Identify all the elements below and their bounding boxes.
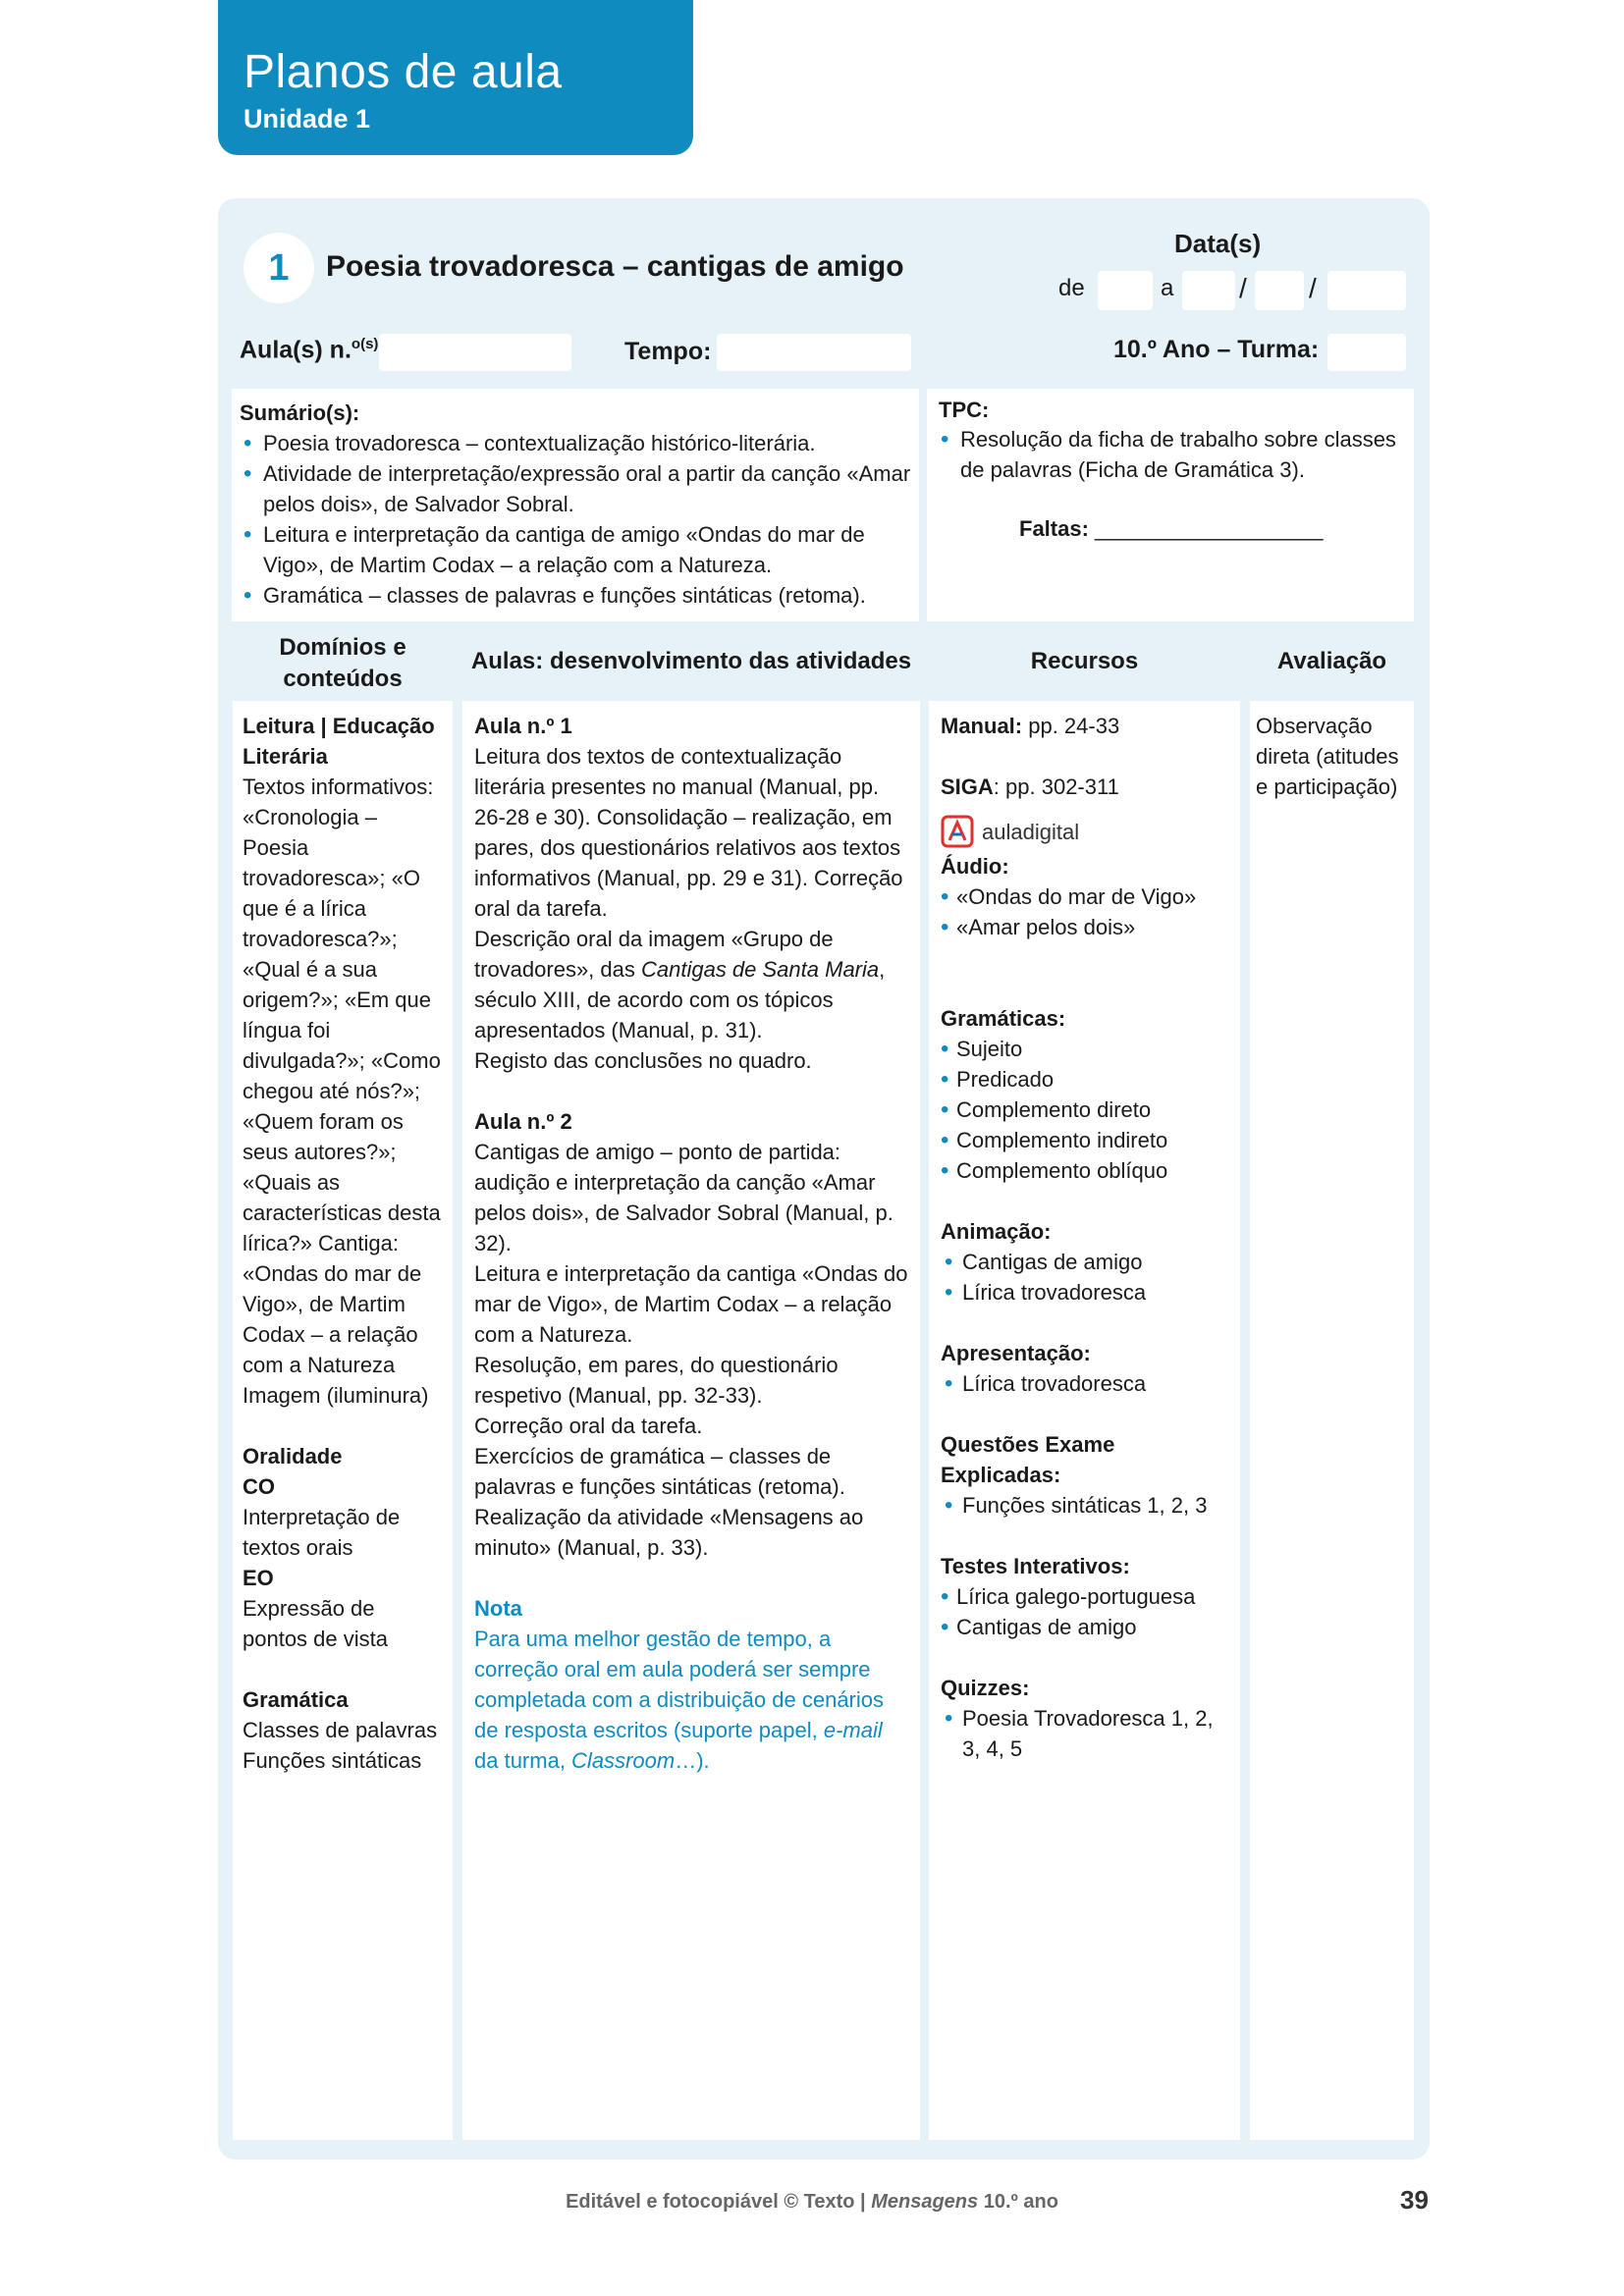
list-item: • Predicado (941, 1064, 1228, 1095)
audio-list (941, 881, 1228, 942)
list-item: • Cantigas de amigo (941, 1247, 1228, 1277)
dominios-column (233, 701, 453, 2140)
list-item: • Gramática – classes de palavras e funções sintáticas (retoma). (240, 580, 917, 611)
oralidade-heading: Oralidade (243, 1444, 343, 1468)
date-day-field[interactable] (1182, 271, 1235, 310)
list-item: • Complemento indireto (941, 1125, 1228, 1155)
list-item: • «Amar pelos dois» (941, 912, 1228, 942)
recursos-column (929, 701, 1240, 2140)
tpc-heading: TPC: (939, 398, 990, 422)
date-year-field[interactable] (1327, 271, 1406, 310)
header-title: Planos de aula (244, 46, 563, 98)
gramatica-item: Funções sintáticas (243, 1748, 422, 1773)
list-item: • Funções sintáticas 1, 2, 3 (941, 1490, 1228, 1521)
lesson-number: 1 (244, 233, 314, 303)
turma-field[interactable] (1327, 334, 1406, 371)
audio-heading: Áudio: (941, 854, 1009, 879)
header-banner (218, 0, 693, 155)
testes-list (941, 1581, 1228, 1642)
animacao-heading: Animação: (941, 1219, 1052, 1244)
aula2-heading: Aula n.º 2 (474, 1109, 572, 1134)
apresentacao-list (941, 1368, 1228, 1399)
footer-copyright: Editável e fotocopiável © Texto | Mensagens 10.º ano (566, 2191, 1058, 2213)
quizzes-heading: Quizzes: (941, 1676, 1030, 1700)
header-aulas: Aulas: desenvolvimento das atividades (470, 648, 912, 674)
lesson-title: Poesia trovadoresca – cantigas de amigo (326, 250, 904, 283)
list-item: • Lírica trovadoresca (941, 1368, 1228, 1399)
list-item: • Lírica trovadoresca (941, 1277, 1228, 1308)
header-recursos: Recursos (1030, 648, 1139, 674)
list-item: • Lírica galego-portuguesa (941, 1581, 1228, 1612)
auladigital-wordmark: auladigital (982, 819, 1080, 844)
date-from-field[interactable] (1098, 271, 1153, 310)
aula1-description: Descrição oral da imagem «Grupo de trovadores», das Cantigas de Santa Maria, século XIII, de acordo com os tópicos apresentados (Manual, p. 31). (474, 927, 886, 1042)
date-separator: / (1309, 273, 1317, 303)
tempo-field[interactable] (717, 334, 911, 371)
list-item: • Atividade de interpretação/expressão oral a partir da canção «Amar pelos dois», de Salvador Sobral. (240, 458, 917, 519)
aula1-text: Leitura dos textos de contextualização literária presentes no manual (Manual, pp. 26-28 e 30). Consolidação – realização, em pares, dos questionários relativos aos textos informativos (Manual, pp. 29 e 31). Correção oral da tarefa. (474, 744, 903, 921)
list-item: • Poesia Trovadoresca 1, 2, 3, 4, 5 (941, 1703, 1228, 1764)
aula2-text: Cantigas de amigo – ponto de partida: audição e interpretação da canção «Amar pelos dois», de Salvador Sobral (Manual, p. 32). (474, 1140, 893, 1255)
aula2-text: Exercícios de gramática – classes de palavras e funções sintáticas (retoma). (474, 1444, 845, 1499)
header-avaliacao: Avaliação (1276, 648, 1387, 674)
questoes-list (941, 1490, 1228, 1521)
co-contents: Interpretação de textos orais (243, 1505, 401, 1560)
gramaticas-heading: Gramáticas: (941, 1006, 1066, 1031)
sumario-box (232, 389, 919, 621)
leitura-contents: Textos informativos: «Cronologia – Poesia trovadoresca»; «O que é a lírica trovadoresca?»; «Qual é a sua origem?»; «Em que língua foi divulgada?»; «Como chegou até nós?»; «Quem foram os seus autores?»; «Quais as características desta lírica?» Cantiga: «Ondas do mar de Vigo», de Martim Codax – a relação com a Natureza Imagem (iluminura) (243, 774, 441, 1408)
sumario-list (240, 428, 917, 611)
tpc-box (927, 389, 1414, 621)
aula2-text: Correção oral da tarefa. (474, 1414, 703, 1438)
eo-heading: EO (243, 1566, 274, 1590)
nota-heading: Nota (474, 1596, 522, 1621)
list-item: • Complemento direto (941, 1095, 1228, 1125)
list-item: • Cantigas de amigo (941, 1612, 1228, 1642)
list-item: • Leitura e interpretação da cantiga de amigo «Ondas do mar de Vigo», de Martim Codax – a relação com a Natureza. (240, 519, 917, 580)
aula1-register: Registo das conclusões no quadro. (474, 1048, 812, 1073)
questoes-heading: Questões Exame Explicadas: (941, 1432, 1115, 1487)
nota-text: Para uma melhor gestão de tempo, a correção oral em aula poderá ser sempre completada com a distribuição de cenários de resposta escritos (suporte papel, e-mail da turma, Classroom…). (474, 1627, 885, 1773)
ano-turma-label: 10.º Ano – Turma: (1113, 336, 1320, 363)
auladigital-logo (941, 812, 1228, 851)
aula2-text: Leitura e interpretação da cantiga «Ondas do mar de Vigo», de Martim Codax – a relação com a Natureza. (474, 1261, 908, 1347)
date-from-label: de (1058, 275, 1085, 301)
animacao-list (941, 1247, 1228, 1308)
date-separator: / (1239, 273, 1247, 303)
gramatica-item: Classes de palavras (243, 1718, 438, 1742)
list-item: • Poesia trovadoresca – contextualização histórico-literária. (240, 428, 917, 458)
gramatica-heading: Gramática (243, 1687, 349, 1712)
testes-heading: Testes Interativos: (941, 1554, 1130, 1578)
aulas-label: Aula(s) n.$^{o(s)}$ (240, 336, 379, 364)
sumario-heading: Sumário(s): (240, 400, 360, 425)
date-to-label: a (1161, 275, 1174, 301)
header-dominios: Domínios e conteúdos (279, 634, 406, 692)
dates-label: Data(s) (1174, 229, 1262, 258)
apresentacao-heading: Apresentação: (941, 1341, 1091, 1365)
gramaticas-list (941, 1034, 1228, 1186)
aulas-number-field[interactable] (379, 334, 571, 371)
list-item: • Resolução da ficha de trabalho sobre classes de palavras (Ficha de Gramática 3). (937, 424, 1414, 485)
manual-pages: Manual: pp. 24-33 (941, 714, 1120, 738)
page-number: 39 (1400, 2185, 1429, 2215)
avaliacao-text: Observação direta (atitudes e participação) (1256, 714, 1399, 799)
header-unit: Unidade 1 (244, 104, 371, 133)
aula2-text: Realização da atividade «Mensagens ao minuto» (Manual, p. 33). (474, 1505, 864, 1560)
aula1-heading: Aula n.º 1 (474, 714, 572, 738)
aula2-text: Resolução, em pares, do questionário respetivo (Manual, pp. 32-33). (474, 1353, 839, 1408)
list-item: • Complemento oblíquo (941, 1155, 1228, 1186)
tpc-list (937, 424, 1414, 485)
faltas-field[interactable]: Faltas: ___________________ (1019, 516, 1324, 541)
list-item: • «Ondas do mar de Vigo» (941, 881, 1228, 912)
avaliacao-column (1250, 701, 1414, 2140)
aulas-column (462, 701, 920, 2140)
quizzes-list (941, 1703, 1228, 1764)
list-item: • Sujeito (941, 1034, 1228, 1064)
eo-contents: Expressão de pontos de vista (243, 1596, 388, 1651)
siga-pages: SIGA: pp. 302-311 (941, 774, 1119, 799)
leitura-heading: Leitura | Educação Literária (243, 714, 435, 769)
date-month-field[interactable] (1255, 271, 1304, 310)
auladigital-icon (941, 815, 974, 848)
tempo-label: Tempo: (624, 338, 712, 365)
co-heading: CO (243, 1474, 275, 1499)
